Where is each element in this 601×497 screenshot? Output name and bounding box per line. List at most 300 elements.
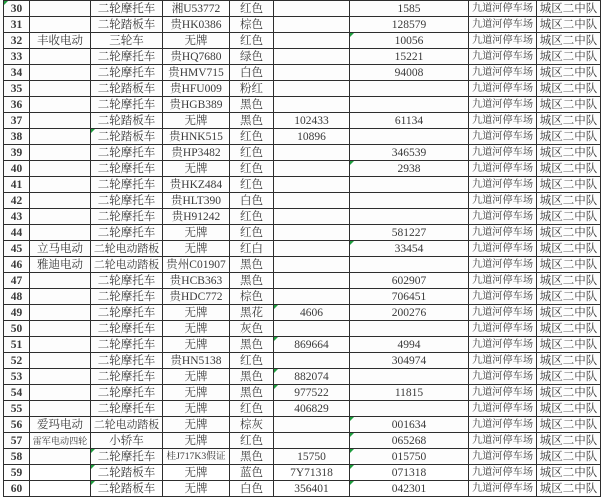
cell-plate[interactable] [163, 129, 230, 145]
cell-num2[interactable] [350, 145, 469, 161]
cell-num2[interactable] [350, 161, 469, 177]
cell-brand[interactable] [30, 33, 91, 49]
cell-num[interactable] [4, 449, 30, 465]
table-row [4, 465, 601, 481]
cell-num2[interactable] [350, 353, 469, 369]
cell-num2[interactable] [350, 81, 469, 97]
cell-plate[interactable] [163, 97, 230, 113]
cell-num[interactable] [4, 65, 30, 81]
cell-color[interactable] [230, 49, 274, 65]
cell-brand[interactable] [30, 257, 91, 273]
cell-num2[interactable] [350, 449, 469, 465]
cell-color[interactable] [230, 97, 274, 113]
cell-num1[interactable] [274, 481, 350, 497]
cell-num[interactable] [4, 1, 30, 17]
cell-text: 二轮摩托车 [97, 194, 156, 207]
cell-text: 41 [10, 178, 23, 191]
cell-brand[interactable] [30, 401, 91, 417]
cell-color[interactable] [230, 145, 274, 161]
cell-plate[interactable] [163, 257, 230, 273]
cell-brand[interactable] [30, 177, 91, 193]
cell-plate[interactable] [163, 225, 230, 241]
cell-num[interactable] [4, 273, 30, 289]
cell-type[interactable] [91, 241, 163, 257]
cell-num1[interactable] [274, 385, 350, 401]
cell-num[interactable] [4, 97, 30, 113]
cell-num[interactable] [4, 145, 30, 161]
cell-plate[interactable] [163, 33, 230, 49]
cell-location[interactable] [469, 33, 537, 49]
cell-num2[interactable] [350, 321, 469, 337]
cell-brand[interactable] [30, 417, 91, 433]
cell-location[interactable] [469, 433, 537, 449]
cell-num[interactable] [4, 129, 30, 145]
cell-type[interactable] [91, 257, 163, 273]
cell-color[interactable] [230, 369, 274, 385]
cell-plate[interactable] [163, 273, 230, 289]
cell-unit[interactable] [537, 241, 601, 257]
cell-num2[interactable] [350, 305, 469, 321]
cell-brand[interactable] [30, 129, 91, 145]
cell-color[interactable] [230, 17, 274, 33]
cell-unit[interactable] [537, 97, 601, 113]
cell-num1[interactable] [274, 321, 350, 337]
cell-type[interactable] [91, 481, 163, 497]
cell-num[interactable] [4, 433, 30, 449]
cell-brand[interactable] [30, 225, 91, 241]
cell-num2[interactable] [350, 481, 469, 497]
cell-location[interactable] [469, 353, 537, 369]
cell-color[interactable] [230, 225, 274, 241]
cell-num1[interactable] [274, 49, 350, 65]
cell-brand[interactable] [30, 193, 91, 209]
cell-num[interactable] [4, 481, 30, 497]
cell-brand[interactable] [30, 209, 91, 225]
cell-num2[interactable] [350, 97, 469, 113]
cell-unit[interactable] [537, 305, 601, 321]
cell-type[interactable] [91, 337, 163, 353]
cell-brand[interactable] [30, 433, 91, 449]
cell-type[interactable] [91, 417, 163, 433]
cell-plate[interactable] [163, 193, 230, 209]
cell-num1[interactable] [274, 81, 350, 97]
cell-brand[interactable] [30, 273, 91, 289]
table-row [4, 33, 601, 49]
cell-brand[interactable] [30, 17, 91, 33]
cell-brand[interactable] [30, 481, 91, 497]
cell-color[interactable] [230, 113, 274, 129]
cell-plate[interactable] [163, 161, 230, 177]
cell-unit[interactable] [537, 81, 601, 97]
cell-num[interactable] [4, 417, 30, 433]
cell-num2[interactable] [350, 49, 469, 65]
cell-plate[interactable] [163, 353, 230, 369]
cell-num2[interactable] [350, 465, 469, 481]
cell-type[interactable] [91, 193, 163, 209]
cell-num[interactable] [4, 81, 30, 97]
cell-plate[interactable] [163, 321, 230, 337]
cell-num[interactable] [4, 465, 30, 481]
cell-color[interactable] [230, 129, 274, 145]
cell-location[interactable] [469, 305, 537, 321]
cell-location[interactable] [469, 49, 537, 65]
cell-location[interactable] [469, 481, 537, 497]
cell-num2[interactable] [350, 17, 469, 33]
cell-unit[interactable] [537, 209, 601, 225]
cell-num1[interactable] [274, 193, 350, 209]
cell-text: 九道河停车场 [471, 163, 534, 174]
cell-unit[interactable] [537, 129, 601, 145]
cell-brand[interactable] [30, 337, 91, 353]
cell-color[interactable] [230, 353, 274, 369]
cell-type[interactable] [91, 433, 163, 449]
cell-plate[interactable] [163, 1, 230, 17]
cell-color[interactable] [230, 449, 274, 465]
cell-location[interactable] [469, 145, 537, 161]
cell-num[interactable] [4, 321, 30, 337]
cell-type[interactable] [91, 321, 163, 337]
cell-type[interactable] [91, 289, 163, 305]
cell-color[interactable] [230, 465, 274, 481]
cell-num2[interactable] [350, 65, 469, 81]
cell-color[interactable] [230, 241, 274, 257]
cell-type[interactable] [91, 113, 163, 129]
cell-plate[interactable] [163, 433, 230, 449]
cell-color[interactable] [230, 209, 274, 225]
cell-num[interactable] [4, 209, 30, 225]
cell-text: 二轮摩托车 [97, 98, 156, 111]
cell-brand[interactable] [30, 65, 91, 81]
cell-type[interactable] [91, 97, 163, 113]
cell-num2[interactable] [350, 209, 469, 225]
cell-brand[interactable] [30, 321, 91, 337]
cell-plate[interactable] [163, 305, 230, 321]
cell-num1[interactable] [274, 1, 350, 17]
cell-location[interactable] [469, 241, 537, 257]
cell-brand[interactable] [30, 353, 91, 369]
cell-type[interactable] [91, 81, 163, 97]
cell-plate[interactable] [163, 369, 230, 385]
cell-type[interactable] [91, 177, 163, 193]
cell-plate[interactable] [163, 481, 230, 497]
cell-num1[interactable] [274, 273, 350, 289]
cell-brand[interactable] [30, 385, 91, 401]
cell-brand[interactable] [30, 97, 91, 113]
cell-unit[interactable] [537, 33, 601, 49]
cell-location[interactable] [469, 337, 537, 353]
cell-location[interactable] [469, 1, 537, 17]
cell-num[interactable] [4, 401, 30, 417]
cell-brand[interactable] [30, 449, 91, 465]
cell-color[interactable] [230, 177, 274, 193]
cell-brand[interactable] [30, 145, 91, 161]
cell-unit[interactable] [537, 177, 601, 193]
cell-plate[interactable] [163, 241, 230, 257]
cell-plate[interactable] [163, 385, 230, 401]
cell-color[interactable] [230, 161, 274, 177]
cell-type[interactable] [91, 17, 163, 33]
cell-text: 桂J717K3假证 [166, 451, 226, 462]
cell-num1[interactable] [274, 401, 350, 417]
cell-unit[interactable] [537, 433, 601, 449]
cell-text: 二轮摩托车 [97, 402, 156, 415]
cell-text: 黑色 [240, 114, 263, 127]
cell-num1[interactable] [274, 209, 350, 225]
cell-num1[interactable] [274, 417, 350, 433]
cell-num1[interactable] [274, 17, 350, 33]
cell-location[interactable] [469, 289, 537, 305]
cell-num1[interactable] [274, 369, 350, 385]
cell-unit[interactable] [537, 49, 601, 65]
cell-location[interactable] [469, 369, 537, 385]
cell-unit[interactable] [537, 385, 601, 401]
cell-color[interactable] [230, 273, 274, 289]
cell-num1[interactable] [274, 113, 350, 129]
cell-num2[interactable] [350, 33, 469, 49]
cell-text: 城区二中队 [539, 162, 598, 175]
cell-num[interactable] [4, 49, 30, 65]
cell-num1[interactable] [274, 225, 350, 241]
cell-num1[interactable] [274, 241, 350, 257]
cell-plate[interactable] [163, 401, 230, 417]
error-flag-icon [91, 449, 95, 453]
cell-num2[interactable] [350, 177, 469, 193]
table-row [4, 401, 601, 417]
cell-brand[interactable] [30, 49, 91, 65]
cell-plate[interactable] [163, 17, 230, 33]
cell-num2[interactable] [350, 417, 469, 433]
cell-brand[interactable] [30, 113, 91, 129]
cell-unit[interactable] [537, 417, 601, 433]
cell-color[interactable] [230, 289, 274, 305]
cell-plate[interactable] [163, 465, 230, 481]
cell-type[interactable] [91, 65, 163, 81]
cell-text: 57 [10, 434, 23, 447]
cell-unit[interactable] [537, 465, 601, 481]
cell-text: 31 [10, 18, 23, 31]
cell-num1[interactable] [274, 289, 350, 305]
cell-num2[interactable] [350, 257, 469, 273]
cell-num[interactable] [4, 257, 30, 273]
cell-unit[interactable] [537, 193, 601, 209]
cell-plate[interactable] [163, 177, 230, 193]
cell-color[interactable] [230, 481, 274, 497]
cell-num[interactable] [4, 193, 30, 209]
cell-unit[interactable] [537, 1, 601, 17]
cell-num2[interactable] [350, 113, 469, 129]
cell-num[interactable] [4, 385, 30, 401]
cell-unit[interactable] [537, 145, 601, 161]
cell-brand[interactable] [30, 81, 91, 97]
cell-unit[interactable] [537, 113, 601, 129]
cell-num2[interactable] [350, 273, 469, 289]
cell-text: 棕灰 [240, 418, 263, 431]
cell-num1[interactable] [274, 97, 350, 113]
cell-location[interactable] [469, 401, 537, 417]
cell-num1[interactable] [274, 177, 350, 193]
cell-num[interactable] [4, 113, 30, 129]
cell-plate[interactable] [163, 209, 230, 225]
cell-unit[interactable] [537, 289, 601, 305]
cell-plate[interactable] [163, 65, 230, 81]
cell-type[interactable] [91, 1, 163, 17]
cell-num1[interactable] [274, 337, 350, 353]
cell-unit[interactable] [537, 337, 601, 353]
cell-num[interactable] [4, 305, 30, 321]
cell-plate[interactable] [163, 417, 230, 433]
cell-num1[interactable] [274, 465, 350, 481]
cell-unit[interactable] [537, 17, 601, 33]
cell-color[interactable] [230, 385, 274, 401]
cell-type[interactable] [91, 305, 163, 321]
cell-color[interactable] [230, 433, 274, 449]
cell-type[interactable] [91, 465, 163, 481]
cell-num2[interactable] [350, 193, 469, 209]
cell-unit[interactable] [537, 225, 601, 241]
cell-num2[interactable] [350, 225, 469, 241]
cell-type[interactable] [91, 369, 163, 385]
cell-num2[interactable] [350, 401, 469, 417]
cell-num[interactable] [4, 33, 30, 49]
cell-num1[interactable] [274, 129, 350, 145]
cell-type[interactable] [91, 33, 163, 49]
cell-num1[interactable] [274, 257, 350, 273]
cell-text: 蓝色 [240, 466, 263, 479]
cell-brand[interactable] [30, 465, 91, 481]
cell-color[interactable] [230, 1, 274, 17]
cell-plate[interactable] [163, 289, 230, 305]
cell-type[interactable] [91, 161, 163, 177]
cell-num2[interactable] [350, 289, 469, 305]
cell-brand[interactable] [30, 305, 91, 321]
cell-location[interactable] [469, 209, 537, 225]
cell-location[interactable] [469, 129, 537, 145]
cell-brand[interactable] [30, 289, 91, 305]
cell-unit[interactable] [537, 321, 601, 337]
cell-num[interactable] [4, 17, 30, 33]
cell-location[interactable] [469, 321, 537, 337]
cell-type[interactable] [91, 225, 163, 241]
cell-num1[interactable] [274, 161, 350, 177]
cell-plate[interactable] [163, 337, 230, 353]
cell-num2[interactable] [350, 337, 469, 353]
cell-text: 九道河停车场 [471, 131, 534, 142]
cell-num1[interactable] [274, 305, 350, 321]
cell-num[interactable] [4, 241, 30, 257]
cell-color[interactable] [230, 193, 274, 209]
cell-type[interactable] [91, 385, 163, 401]
cell-unit[interactable] [537, 449, 601, 465]
cell-location[interactable] [469, 161, 537, 177]
cell-num2[interactable] [350, 385, 469, 401]
cell-num1[interactable] [274, 353, 350, 369]
cell-plate[interactable] [163, 145, 230, 161]
cell-unit[interactable] [537, 65, 601, 81]
cell-unit[interactable] [537, 369, 601, 385]
cell-num1[interactable] [274, 65, 350, 81]
cell-location[interactable] [469, 177, 537, 193]
cell-num1[interactable] [274, 433, 350, 449]
cell-type[interactable] [91, 353, 163, 369]
cell-plate[interactable] [163, 449, 230, 465]
cell-brand[interactable] [30, 369, 91, 385]
cell-unit[interactable] [537, 161, 601, 177]
cell-text: 九道河停车场 [471, 83, 534, 94]
cell-num2[interactable] [350, 241, 469, 257]
cell-text: 二轮摩托车 [97, 162, 156, 175]
cell-location[interactable] [469, 465, 537, 481]
cell-text: 无牌 [184, 162, 208, 175]
cell-type[interactable] [91, 273, 163, 289]
cell-num2[interactable] [350, 129, 469, 145]
cell-type[interactable] [91, 401, 163, 417]
cell-num[interactable] [4, 337, 30, 353]
cell-num[interactable] [4, 289, 30, 305]
cell-num1[interactable] [274, 33, 350, 49]
cell-color[interactable] [230, 33, 274, 49]
cell-unit[interactable] [537, 257, 601, 273]
cell-unit[interactable] [537, 481, 601, 497]
cell-location[interactable] [469, 113, 537, 129]
cell-location[interactable] [469, 17, 537, 33]
cell-num1[interactable] [274, 449, 350, 465]
cell-text: 黑色 [240, 274, 263, 287]
cell-num1[interactable] [274, 145, 350, 161]
cell-type[interactable] [91, 209, 163, 225]
cell-num[interactable] [4, 225, 30, 241]
cell-color[interactable] [230, 305, 274, 321]
cell-unit[interactable] [537, 273, 601, 289]
cell-color[interactable] [230, 321, 274, 337]
cell-type[interactable] [91, 145, 163, 161]
cell-location[interactable] [469, 273, 537, 289]
cell-location[interactable] [469, 193, 537, 209]
cell-location[interactable] [469, 225, 537, 241]
cell-unit[interactable] [537, 353, 601, 369]
cell-location[interactable] [469, 385, 537, 401]
cell-location[interactable] [469, 97, 537, 113]
cell-color[interactable] [230, 257, 274, 273]
cell-color[interactable] [230, 401, 274, 417]
cell-location[interactable] [469, 81, 537, 97]
cell-location[interactable] [469, 449, 537, 465]
cell-brand[interactable] [30, 161, 91, 177]
cell-plate[interactable] [163, 113, 230, 129]
cell-type[interactable] [91, 449, 163, 465]
cell-location[interactable] [469, 65, 537, 81]
cell-location[interactable] [469, 257, 537, 273]
cell-num2[interactable] [350, 369, 469, 385]
cell-location[interactable] [469, 417, 537, 433]
cell-num[interactable] [4, 161, 30, 177]
cell-color[interactable] [230, 65, 274, 81]
cell-num2[interactable] [350, 433, 469, 449]
cell-color[interactable] [230, 81, 274, 97]
cell-color[interactable] [230, 337, 274, 353]
cell-num[interactable] [4, 353, 30, 369]
cell-type[interactable] [91, 49, 163, 65]
cell-plate[interactable] [163, 49, 230, 65]
cell-num[interactable] [4, 369, 30, 385]
cell-color[interactable] [230, 417, 274, 433]
cell-unit[interactable] [537, 401, 601, 417]
cell-brand[interactable] [30, 1, 91, 17]
cell-plate[interactable] [163, 81, 230, 97]
cell-num2[interactable] [350, 1, 469, 17]
cell-type[interactable] [91, 129, 163, 145]
cell-num[interactable] [4, 177, 30, 193]
cell-brand[interactable] [30, 241, 91, 257]
